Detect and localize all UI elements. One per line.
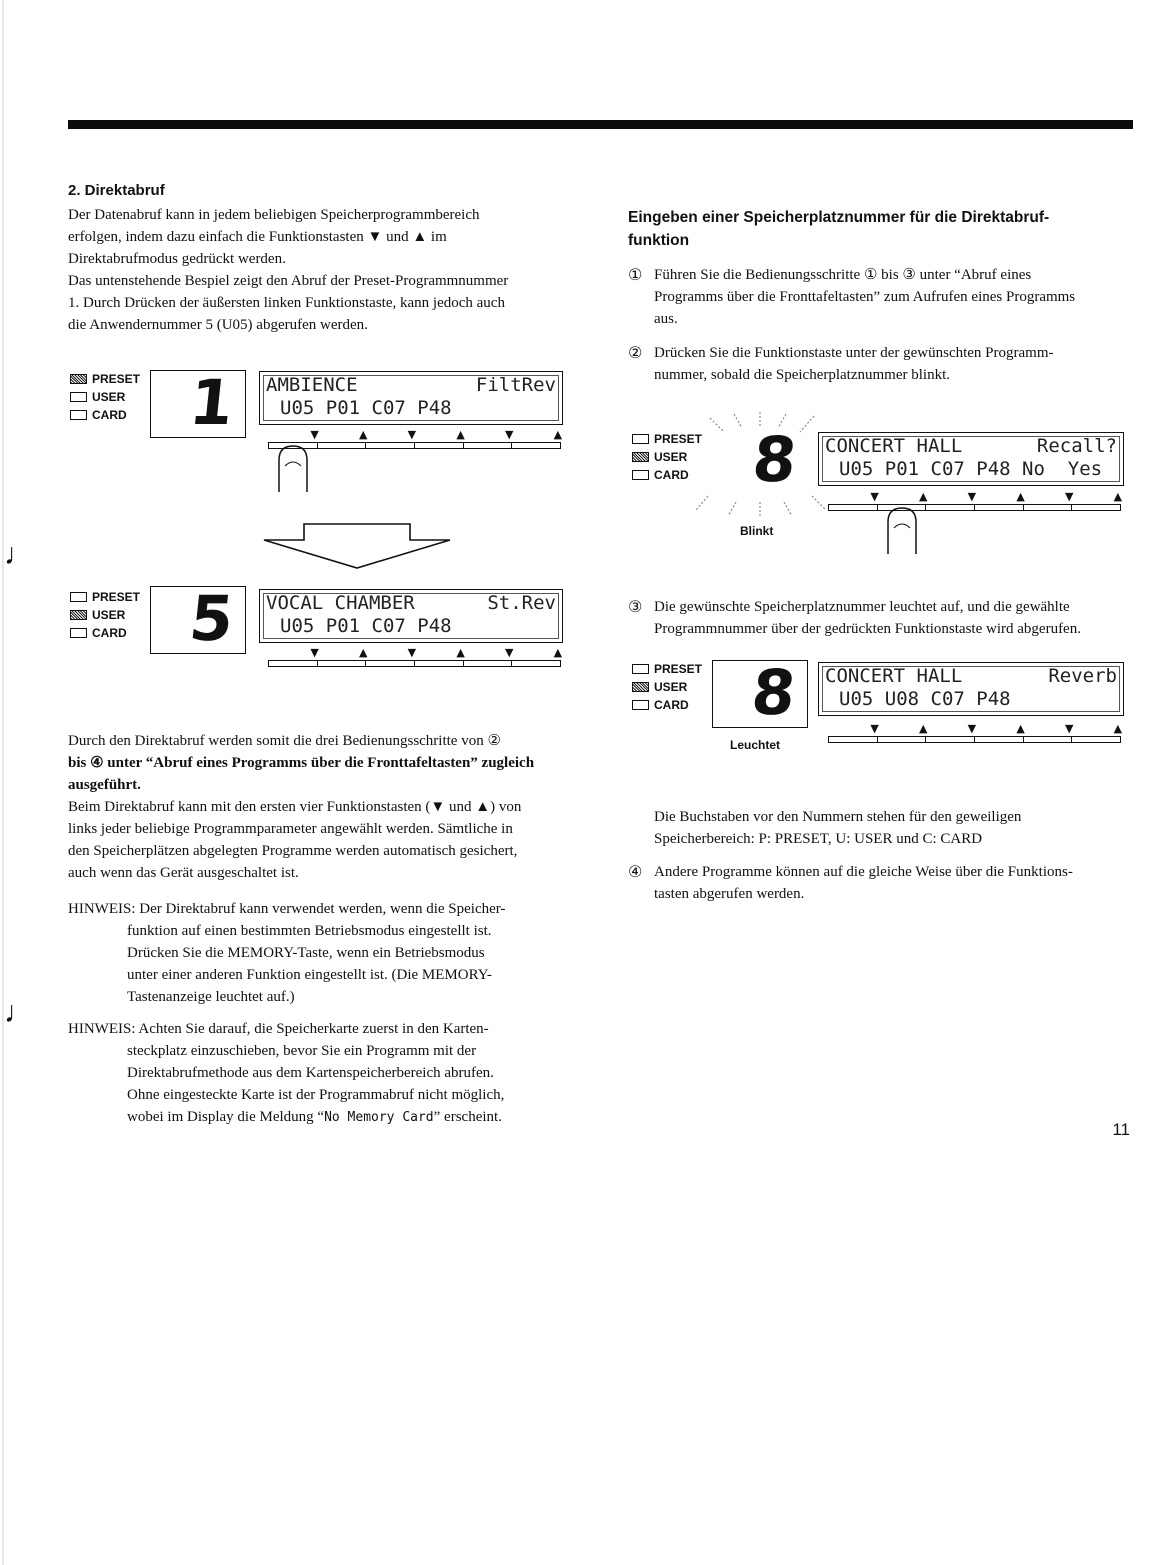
finger-press-icon bbox=[884, 506, 924, 556]
text-line: bis ④ unter “Abruf eines Programms über die Fronttafeltasten” zugleich bbox=[68, 755, 535, 771]
mode-label-preset: PRESET bbox=[654, 662, 703, 676]
note-memory-card bbox=[68, 1018, 504, 1129]
mode-label-user: USER bbox=[654, 450, 688, 464]
mode-led-icon bbox=[632, 452, 649, 462]
function-keys bbox=[828, 490, 1123, 512]
mode-label-user: USER bbox=[92, 608, 126, 622]
intro-line: Der Datenabruf kann in jedem beliebigen Speicherprogrammbereich bbox=[68, 207, 480, 223]
diagram-blink bbox=[632, 410, 1132, 560]
function-key-3[interactable] bbox=[365, 660, 415, 667]
up-arrow-key-icon: ▲ bbox=[359, 646, 368, 659]
text-line: ausgeführt. bbox=[68, 777, 141, 793]
function-key-1[interactable] bbox=[828, 504, 878, 511]
section-heading-speicherplatz bbox=[628, 206, 1108, 252]
note-line: steckplatz einzuschieben, bevor Sie ein Programm mit der bbox=[127, 1043, 477, 1059]
section-heading-direktabruf: 2. Direktabruf bbox=[68, 182, 165, 199]
seven-segment-display bbox=[712, 423, 808, 496]
lcd-program-name: CONCERT HALL bbox=[825, 435, 963, 457]
heading-line: funktion bbox=[628, 232, 690, 249]
mode-led-icon bbox=[70, 610, 87, 620]
step-number: ③ bbox=[628, 597, 643, 616]
note-line: unter einer anderen Funktion eingestellt ist. (Die MEMORY- bbox=[127, 967, 492, 983]
step-line: Die gewünschte Speicherplatznummer leuchtet auf, und die gewählte bbox=[654, 599, 1070, 615]
up-arrow-key-icon: ▲ bbox=[1016, 722, 1025, 735]
lcd-display bbox=[818, 662, 1124, 716]
function-key-2[interactable] bbox=[317, 660, 367, 667]
mode-indicators bbox=[70, 588, 140, 642]
function-key-5[interactable] bbox=[1023, 736, 1073, 743]
mode-label-user: USER bbox=[654, 680, 688, 694]
lcd-display bbox=[259, 371, 563, 425]
up-arrow-key-icon: ▲ bbox=[456, 646, 465, 659]
function-key-6[interactable] bbox=[1071, 504, 1121, 511]
mode-led-icon bbox=[70, 374, 87, 384]
note-lead: HINWEIS: Der Direktabruf kann verwendet werden, wenn die Speicher- bbox=[68, 901, 506, 917]
caption-leuchtet: Leuchtet bbox=[730, 738, 781, 752]
step-line: nummer, sobald die Speicherplatznummer blinkt. bbox=[654, 367, 950, 383]
mode-label-card: CARD bbox=[654, 698, 689, 712]
note-line: funktion auf einen bestimmten Betriebsmodus eingestellt ist. bbox=[127, 923, 492, 939]
lcd-memory-numbers: U05 U08 C07 P48 bbox=[839, 688, 1011, 710]
lcd-memory-numbers: U05 P01 C07 P48 bbox=[280, 615, 452, 637]
seven-segment-display bbox=[150, 582, 246, 655]
mode-label-preset: PRESET bbox=[92, 372, 141, 386]
page-binding-edge bbox=[2, 0, 4, 1565]
up-arrow-key-icon: ▲ bbox=[553, 428, 563, 441]
intro-line: Direktabrufmodus gedrückt werden. bbox=[68, 251, 286, 267]
mode-led-icon bbox=[70, 592, 87, 602]
mode-label-card: CARD bbox=[92, 408, 127, 422]
mode-led-icon bbox=[632, 682, 649, 692]
mode-label-preset: PRESET bbox=[654, 432, 703, 446]
function-key-3[interactable] bbox=[925, 736, 975, 743]
note-line: Tastenanzeige leuchtet auf.) bbox=[127, 989, 295, 1005]
down-arrow-key-icon: ▼ bbox=[967, 722, 977, 735]
mode-led-icon bbox=[632, 470, 649, 480]
function-key-6[interactable] bbox=[511, 660, 561, 667]
text-line: links jeder beliebige Programmparameter angewählt werden. Sämtliche in bbox=[68, 821, 513, 837]
text-line: auch wenn das Gerät ausgeschaltet ist. bbox=[68, 865, 299, 881]
down-arrow-key-icon: ▼ bbox=[870, 722, 879, 735]
down-arrow-key-icon: ▼ bbox=[505, 646, 514, 659]
up-arrow-key-icon: ▲ bbox=[1113, 722, 1123, 735]
lcd-effect-type: Reverb bbox=[1048, 665, 1117, 687]
seven-segment-display bbox=[150, 366, 246, 439]
function-key-4[interactable] bbox=[414, 442, 464, 449]
mode-led-icon bbox=[70, 628, 87, 638]
down-arrow-key-icon: ▼ bbox=[870, 490, 879, 503]
down-arrow-key-icon: ▼ bbox=[967, 490, 977, 503]
diagram-user-5 bbox=[68, 584, 568, 684]
text-line: Speicherbereich: P: PRESET, U: USER und C: CARD bbox=[654, 831, 983, 847]
step-line: Andere Programme können auf die gleiche Weise über die Funktions- bbox=[654, 864, 1073, 880]
function-key-6[interactable] bbox=[511, 442, 561, 449]
step-line: Führen Sie die Bedienungsschritte ① bis ③ unter “Abruf eines bbox=[654, 267, 1032, 283]
function-key-4[interactable] bbox=[974, 504, 1024, 511]
down-arrow-key-icon: ▼ bbox=[1065, 722, 1074, 735]
step-line: aus. bbox=[654, 311, 678, 327]
up-arrow-key-icon: ▲ bbox=[359, 428, 368, 441]
after-paragraph bbox=[68, 730, 534, 884]
function-key-1[interactable] bbox=[828, 736, 878, 743]
mode-indicators bbox=[70, 370, 140, 424]
function-key-2[interactable] bbox=[877, 736, 927, 743]
step-number: ① bbox=[628, 265, 643, 284]
function-key-1[interactable] bbox=[268, 660, 318, 667]
margin-marker-icon: ♩ bbox=[4, 996, 34, 1029]
down-arrow-key-icon: ▼ bbox=[407, 646, 417, 659]
intro-paragraph bbox=[68, 204, 508, 336]
step-line: tasten abgerufen werden. bbox=[654, 886, 805, 902]
function-keys bbox=[828, 722, 1123, 744]
segment-digit: 5 bbox=[186, 582, 237, 655]
mode-led-icon bbox=[632, 700, 649, 710]
step-line: Drücken Sie die Funktionstaste unter der gewünschten Programm- bbox=[654, 345, 1054, 361]
lcd-program-name: VOCAL CHAMBER bbox=[266, 592, 415, 614]
up-arrow-key-icon: ▲ bbox=[919, 722, 928, 735]
note-line bbox=[127, 1106, 504, 1129]
seven-segment-display bbox=[712, 656, 808, 729]
function-key-6[interactable] bbox=[1071, 736, 1121, 743]
down-arrow-key-icon: ▼ bbox=[310, 428, 319, 441]
down-arrow-icon bbox=[258, 522, 458, 570]
segment-digit: 8 bbox=[748, 656, 799, 729]
lcd-message-code: No Memory Card bbox=[324, 1110, 434, 1125]
note-line: Drücken Sie die MEMORY-Taste, wenn ein Betriebsmodus bbox=[127, 945, 485, 961]
mode-indicators bbox=[632, 430, 702, 484]
function-keys bbox=[268, 646, 563, 668]
lcd-effect-type: FiltRev bbox=[475, 374, 556, 396]
intro-line: 1. Durch Drücken der äußersten linken Funktionstaste, kann jedoch auch bbox=[68, 295, 505, 311]
function-key-2[interactable] bbox=[317, 442, 367, 449]
step-line: Programms über die Fronttafeltasten” zum Aufrufen eines Programms bbox=[654, 289, 1076, 305]
lcd-memory-numbers: U05 P01 C07 P48 bbox=[280, 397, 452, 419]
function-key-4[interactable] bbox=[974, 736, 1024, 743]
note-text: ” erscheint. bbox=[433, 1109, 502, 1125]
down-arrow-key-icon: ▼ bbox=[407, 428, 417, 441]
lcd-program-name: CONCERT HALL bbox=[825, 665, 963, 687]
intro-line: Das untenstehende Bespiel zeigt den Abruf der Preset-Programmnummer bbox=[68, 273, 509, 289]
caption-blinkt: Blinkt bbox=[740, 524, 774, 538]
lcd-prompt: Recall? bbox=[1036, 435, 1117, 457]
text-line: Durch den Direktabruf werden somit die drei Bedienungsschritte von ② bbox=[68, 733, 501, 749]
up-arrow-key-icon: ▲ bbox=[553, 646, 563, 659]
step-number: ② bbox=[628, 343, 643, 362]
lcd-memory-numbers: U05 P01 C07 P48 No Yes bbox=[839, 458, 1103, 480]
step-line: Programmnummer über der gedrückten Funktionstaste wird abgerufen. bbox=[654, 621, 1081, 637]
lcd-effect-type: St.Rev bbox=[487, 592, 556, 614]
lcd-display bbox=[818, 432, 1124, 486]
mode-label-user: USER bbox=[92, 390, 126, 404]
lcd-display bbox=[259, 589, 563, 643]
note-lead: HINWEIS: Achten Sie darauf, die Speicherkarte zuerst in den Karten- bbox=[68, 1021, 489, 1037]
mode-led-icon bbox=[70, 392, 87, 402]
note-line: Direktabrufmethode aus dem Kartenspeicherbereich abrufen. bbox=[127, 1065, 494, 1081]
finger-press-icon bbox=[275, 444, 315, 494]
margin-marker-icon: ♩ bbox=[4, 538, 34, 571]
function-key-5[interactable] bbox=[463, 442, 513, 449]
heading-line: Eingeben einer Speicherplatznummer für die Direktabruf- bbox=[628, 209, 1050, 226]
function-key-4[interactable] bbox=[414, 660, 464, 667]
mode-label-card: CARD bbox=[654, 468, 689, 482]
note-text: wobei im Display die Meldung “ bbox=[127, 1109, 325, 1125]
up-arrow-key-icon: ▲ bbox=[456, 428, 465, 441]
mode-led-icon bbox=[632, 434, 649, 444]
mode-label-card: CARD bbox=[92, 626, 127, 640]
text-line: den Speicherplätzen abgelegten Programme werden automatisch gesichert, bbox=[68, 843, 518, 859]
mode-label-preset: PRESET bbox=[92, 590, 141, 604]
page-number: 11 bbox=[1112, 1120, 1130, 1139]
mode-indicators bbox=[632, 660, 702, 714]
mode-led-icon bbox=[632, 664, 649, 674]
intro-line: erfolgen, indem dazu einfach die Funktionstasten ▼ und ▲ im bbox=[68, 229, 447, 245]
text-line: Die Buchstaben vor den Nummern stehen für den geweiligen bbox=[654, 809, 1022, 825]
header-rule bbox=[68, 120, 1133, 129]
segment-digit: 1 bbox=[186, 366, 237, 439]
function-key-5[interactable] bbox=[1023, 504, 1073, 511]
note-memory-function bbox=[68, 898, 505, 1008]
down-arrow-key-icon: ▼ bbox=[505, 428, 514, 441]
segment-digit: 8 bbox=[749, 423, 800, 496]
function-key-3[interactable] bbox=[365, 442, 415, 449]
up-arrow-key-icon: ▲ bbox=[1016, 490, 1025, 503]
mode-led-icon bbox=[70, 410, 87, 420]
prefix-note bbox=[654, 806, 1021, 850]
up-arrow-key-icon: ▲ bbox=[1113, 490, 1123, 503]
function-key-3[interactable] bbox=[925, 504, 975, 511]
down-arrow-key-icon: ▼ bbox=[310, 646, 319, 659]
function-key-5[interactable] bbox=[463, 660, 513, 667]
diagram-lit bbox=[632, 656, 1132, 756]
up-arrow-key-icon: ▲ bbox=[919, 490, 928, 503]
step-number: ④ bbox=[628, 862, 643, 881]
diagram-preset-1 bbox=[68, 366, 568, 496]
down-arrow-key-icon: ▼ bbox=[1065, 490, 1074, 503]
note-line: Ohne eingesteckte Karte ist der Programmabruf nicht möglich, bbox=[127, 1087, 505, 1103]
intro-line: die Anwendernummer 5 (U05) abgerufen werden. bbox=[68, 317, 368, 333]
text-line: Beim Direktabruf kann mit den ersten vier Funktionstasten (▼ und ▲) von bbox=[68, 799, 522, 815]
lcd-program-name: AMBIENCE bbox=[266, 374, 358, 396]
